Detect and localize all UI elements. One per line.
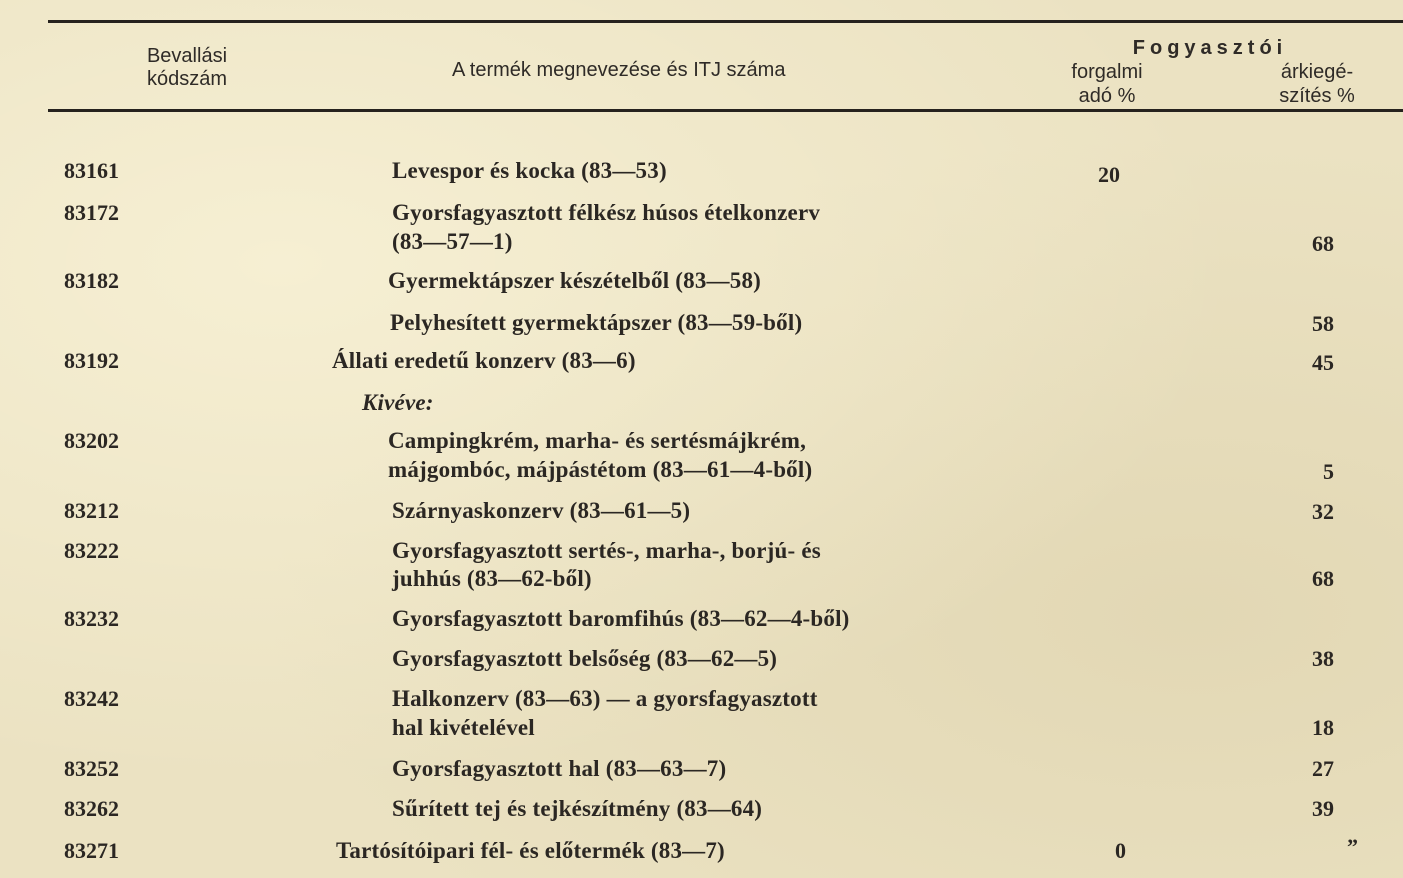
row-tax: 0 bbox=[1115, 838, 1126, 863]
row-product-line1: Campingkrém, marha- és sertésmájkrém, bbox=[388, 428, 807, 453]
row-supplement: 68 bbox=[1312, 566, 1334, 591]
row-supplement: 5 bbox=[1323, 459, 1334, 484]
row-product: Tartósítóipari fél- és előtermék (83—7) bbox=[336, 838, 725, 863]
row-code: 83262 bbox=[64, 796, 119, 821]
row-product: Gyorsfagyasztott hal (83—63—7) bbox=[392, 756, 727, 781]
row-supplement: ” bbox=[1347, 834, 1358, 859]
row-code: 83271 bbox=[64, 838, 119, 863]
row-supplement: 18 bbox=[1312, 715, 1334, 740]
row-product: Állati eredetű konzerv (83—6) bbox=[332, 348, 636, 373]
row-product-line2: (83—57—1) bbox=[392, 229, 513, 254]
product-column-header: A termék megnevezése és ITJ száma bbox=[452, 59, 786, 81]
row-supplement: 32 bbox=[1312, 499, 1334, 524]
row-product: Pelyhesített gyermektápszer (83—59-ből) bbox=[390, 310, 803, 335]
group-column-header: Fogyasztói bbox=[1132, 37, 1288, 59]
row-code: 83232 bbox=[64, 606, 119, 631]
code-column-header-line1: Bevallási bbox=[146, 45, 228, 67]
exception-label: Kivéve: bbox=[362, 390, 434, 415]
row-supplement: 27 bbox=[1312, 756, 1334, 781]
row-product-line2: hal kivételével bbox=[392, 715, 535, 740]
row-product-line1: Gyorsfagyasztott sertés-, marha-, borjú- és bbox=[392, 538, 821, 563]
row-supplement: 45 bbox=[1312, 350, 1334, 375]
row-code: 83182 bbox=[64, 268, 119, 293]
row-code: 83222 bbox=[64, 538, 119, 563]
row-product: Gyorsfagyasztott belsőség (83—62—5) bbox=[392, 646, 778, 671]
supplement-column-header-line2: szítés % bbox=[1279, 85, 1355, 107]
top-rule bbox=[48, 20, 1403, 23]
code-column-header-line2: kódszám bbox=[146, 68, 228, 90]
row-supplement: 39 bbox=[1312, 796, 1334, 821]
row-supplement: 38 bbox=[1312, 646, 1334, 671]
row-code: 83212 bbox=[64, 498, 119, 523]
supplement-column-header-line1: árkiegé- bbox=[1280, 61, 1354, 83]
header-rule bbox=[48, 109, 1403, 112]
row-code: 83252 bbox=[64, 756, 119, 781]
row-code: 83242 bbox=[64, 686, 119, 711]
row-code: 83172 bbox=[64, 200, 119, 225]
row-tax: 20 bbox=[1098, 162, 1120, 187]
row-product-line1: Gyorsfagyasztott félkész húsos ételkonzerv bbox=[392, 200, 821, 225]
row-product: Szárnyaskonzerv (83—61—5) bbox=[392, 498, 691, 523]
row-product-line2: juhhús (83—62-ből) bbox=[392, 566, 592, 591]
row-product: Levespor és kocka (83—53) bbox=[392, 158, 667, 183]
row-product: Gyorsfagyasztott baromfihús (83—62—4-ből) bbox=[392, 606, 850, 631]
row-product-line2: májgombóc, májpástétom (83—61—4-ből) bbox=[388, 457, 813, 482]
row-code: 83161 bbox=[64, 158, 119, 183]
row-supplement: 58 bbox=[1312, 311, 1334, 336]
row-code: 83202 bbox=[64, 428, 119, 453]
tax-column-header-line2: adó % bbox=[1078, 85, 1136, 107]
row-product: Gyermektápszer készételből (83—58) bbox=[388, 268, 762, 293]
row-product-line1: Halkonzerv (83—63) — a gyorsfagyasztott bbox=[392, 686, 818, 711]
row-supplement: 68 bbox=[1312, 231, 1334, 256]
row-code: 83192 bbox=[64, 348, 119, 373]
tax-column-header-line1: forgalmi bbox=[1071, 61, 1143, 83]
row-product: Sűrített tej és tejkészítmény (83—64) bbox=[392, 796, 763, 821]
